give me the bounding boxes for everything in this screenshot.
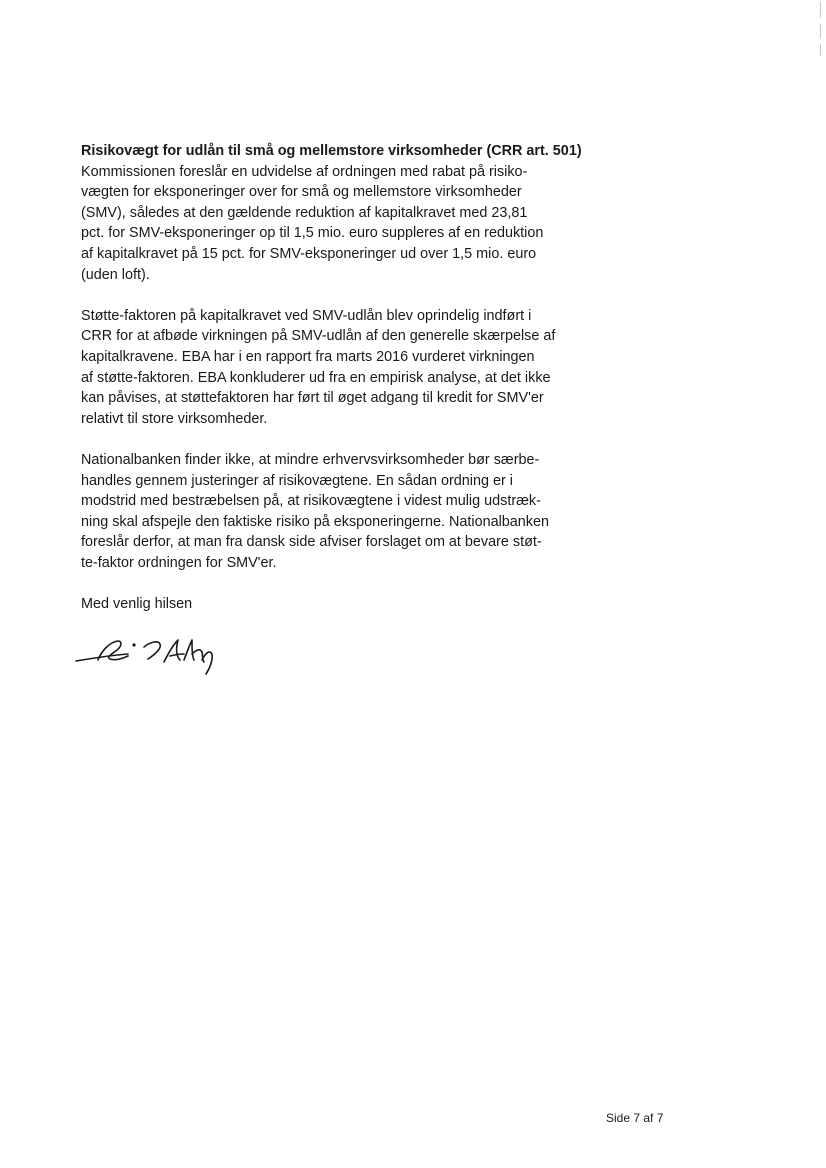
paragraph-line: Kommissionen foreslår en udvidelse af ordningen med rabat på risiko-: [81, 163, 528, 180]
paragraph-line: foreslår derfor, at man fra dansk side afviser forslaget om at bevare støt-: [81, 534, 542, 551]
paragraph-line: CRR for at afbøde virkningen på SMV-udlån af den generelle skærpelse af: [81, 328, 556, 345]
page-number: Side 7 af 7: [606, 1111, 664, 1125]
paragraph-line: (uden loft).: [81, 266, 150, 283]
paragraph-line: pct. for SMV-eksponeringer op til 1,5 mio. euro suppleres af en reduktion: [81, 225, 544, 242]
paragraph-1: [81, 162, 591, 286]
paragraph-line: ning skal afspejle den faktiske risiko på eksponeringerne. Nationalbanken: [81, 513, 549, 530]
paragraph-line: modstrid med bestræbelsen på, at risikovægtene i videst mulig udstræk-: [81, 493, 541, 510]
paragraph-line: relativt til store virksomheder.: [81, 410, 268, 427]
section-heading: Risikovægt for udlån til små og mellemstore virksomheder (CRR art. 501): [81, 143, 582, 159]
paragraph-line: te-faktor ordningen for SMV'er.: [81, 554, 277, 571]
letter-body: [81, 141, 591, 615]
paragraph-line: Støtte-faktoren på kapitalkravet ved SMV-udlån blev oprindelig indført i: [81, 307, 532, 324]
paragraph-line: Nationalbanken finder ikke, at mindre erhvervsvirksomheder bør særbe-: [81, 451, 540, 468]
paragraph-line: af støtte-faktoren. EBA konkluderer ud fra en empirisk analyse, at det ikke: [81, 369, 551, 386]
paragraph-line: af kapitalkravet på 15 pct. for SMV-eksponeringer ud over 1,5 mio. euro: [81, 245, 537, 262]
paragraph-line: handles gennem justeringer af risikovægtene. En sådan ordning er i: [81, 472, 513, 489]
paragraph-line: kapitalkravene. EBA har i en rapport fra marts 2016 vurderet virkningen: [81, 348, 535, 365]
paragraph-line: vægten for eksponeringer over for små og mellemstore virksomheder: [81, 184, 522, 201]
closing-phrase: Med venlig hilsen: [81, 596, 193, 613]
paragraph-line: (SMV), således at den gældende reduktion af kapitalkravet med 23,81: [81, 204, 528, 221]
handwritten-signature-icon: [72, 630, 222, 678]
paragraph-2: [81, 306, 591, 430]
paragraph-3: [81, 450, 591, 574]
scan-edge-marks: [820, 0, 822, 60]
paragraph-line: kan påvises, at støttefaktoren har ført til øget adgang til kredit for SMV'er: [81, 390, 544, 407]
